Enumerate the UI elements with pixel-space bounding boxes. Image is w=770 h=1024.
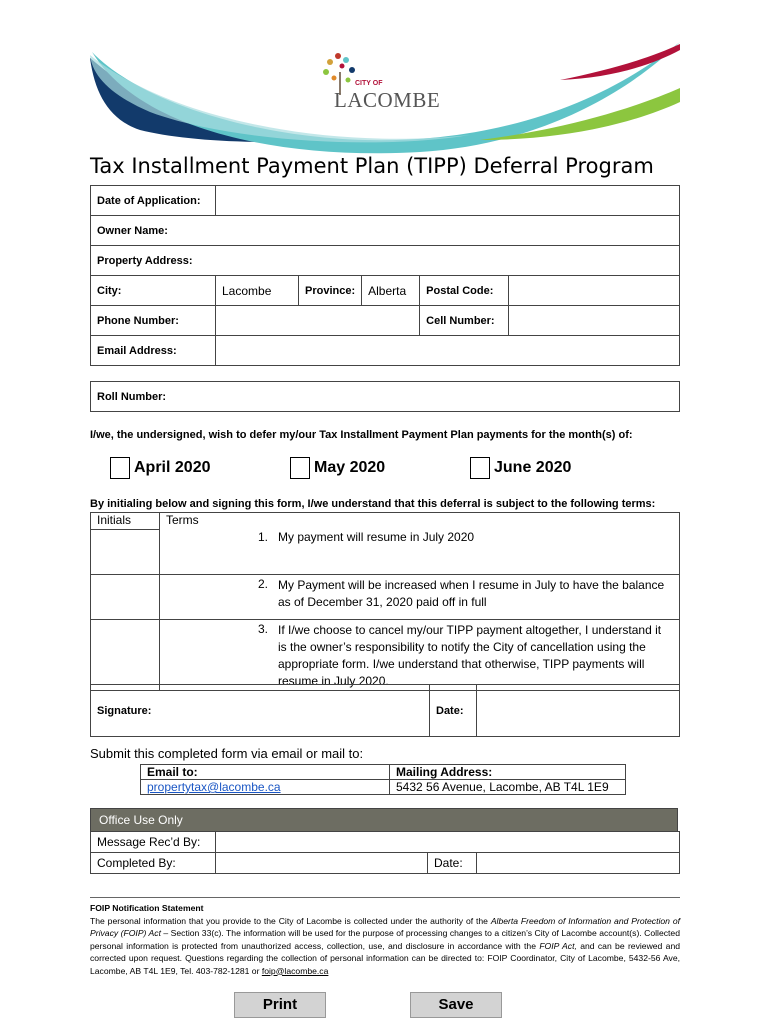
completed-by-field[interactable] <box>216 853 428 874</box>
print-button[interactable]: Print <box>234 992 326 1018</box>
city-field[interactable]: Lacombe <box>216 276 299 306</box>
logo-name: LACOMBE <box>334 88 441 112</box>
terms-header: Terms <box>160 513 680 530</box>
mailing-address-label: Mailing Address: <box>390 765 626 780</box>
cell-number-label: Cell Number: <box>420 306 509 336</box>
month-option-may[interactable] <box>290 457 385 479</box>
phone-number-field[interactable] <box>216 306 420 336</box>
april-label: April 2020 <box>134 459 211 477</box>
april-checkbox[interactable] <box>110 457 130 479</box>
email-address-field[interactable] <box>216 336 680 366</box>
signature-date-label: Date: <box>430 685 477 737</box>
submit-intro: Submit this completed form via email or mail to: <box>90 746 364 761</box>
mailing-address-value: 5432 56 Avenue, Lacombe, AB T4L 1E9 <box>390 780 626 795</box>
email-to-value <box>141 780 390 795</box>
completed-by-label: Completed By: <box>91 853 216 874</box>
initials-field-1[interactable] <box>91 530 160 575</box>
province-field[interactable]: Alberta <box>362 276 420 306</box>
may-label: May 2020 <box>314 459 386 477</box>
property-address-label: Property Address: <box>91 246 216 276</box>
date-of-application-label: Date of Application: <box>91 186 216 216</box>
terms-table <box>90 512 680 691</box>
message-recd-label: Message Rec’d By: <box>91 832 216 853</box>
june-label: June 2020 <box>494 459 572 477</box>
foip-title: FOIP Notification Statement <box>90 903 204 913</box>
initial-statement: By initialing below and signing this form, I/we understand that this deferral is subject to the following terms: <box>90 498 656 510</box>
email-address-label: Email Address: <box>91 336 216 366</box>
may-checkbox[interactable] <box>290 457 310 479</box>
email-to-label: Email to: <box>141 765 390 780</box>
signature-table <box>90 684 680 737</box>
foip-divider <box>90 897 680 898</box>
owner-name-label: Owner Name: <box>91 216 216 246</box>
initials-header: Initials <box>91 513 160 530</box>
foip-email-link[interactable]: foip@lacombe.ca <box>261 965 329 976</box>
term-1: 1. My payment will resume in July 2020 <box>160 530 680 575</box>
cell-number-field[interactable] <box>509 306 680 336</box>
month-option-april[interactable] <box>110 457 210 479</box>
applicant-info-table <box>90 185 680 366</box>
save-button[interactable]: Save <box>410 992 502 1018</box>
june-checkbox[interactable] <box>470 457 490 479</box>
term-2: 2. My Payment will be increased when I resume in July to have the balance as of December 31, 2020 paid off in full <box>160 575 680 620</box>
term-3: 3. If I/we choose to cancel my/our TIPP payment altogether, I understand it is the owner’s responsibility to notify the City of cancellation using the appropriate form. I/we understand that otherwise, TIPP payments will resume in July 2020. <box>160 620 680 691</box>
office-date-label: Date: <box>428 853 477 874</box>
initials-field-3[interactable] <box>91 620 160 691</box>
postal-code-field[interactable] <box>509 276 680 306</box>
date-of-application-field[interactable] <box>216 186 680 216</box>
message-recd-field[interactable] <box>216 832 680 853</box>
phone-number-label: Phone Number: <box>91 306 216 336</box>
foip-statement: FOIP Notification Statement The personal information that you provide to the City of Lacombe is collected under the authority of the Alberta Freedom of Information and Protection of Privacy (FOIP) Act – Section 33(c). The information will be used for the purpose of processing changes to a citizen’s City of Lacombe account(s). Collected personal information is protected from unauthorized access, collection, use, and disclosure in accordance with the FOIP Act, and can be reviewed and corrected upon request. Questions regarding the collection of personal information can be directed to: FOIP Coordinator, City of Lacombe, 5432-56 Ave, Lacombe, AB T4L 1E9, Tel. 403-782-1281 or foip@lacombe.ca <box>90 903 681 976</box>
office-use-table <box>90 831 680 874</box>
postal-code-label: Postal Code: <box>420 276 509 306</box>
defer-statement: I/we, the undersigned, wish to defer my/our Tax Installment Payment Plan payments for the month(s) of: <box>90 429 633 441</box>
signature-label: Signature: <box>91 685 162 737</box>
property-tax-email-link[interactable]: propertytax@lacombe.ca <box>147 780 281 794</box>
office-date-field[interactable] <box>477 853 680 874</box>
roll-number-field[interactable] <box>215 382 680 412</box>
signature-field[interactable] <box>161 685 430 737</box>
logo-city-of: CITY OF <box>355 80 383 87</box>
roll-number-table <box>90 381 680 412</box>
property-address-field[interactable] <box>216 246 680 276</box>
month-option-june[interactable] <box>470 457 571 479</box>
roll-number-label: Roll Number: <box>91 382 216 412</box>
province-label: Province: <box>299 276 362 306</box>
submit-table <box>140 764 626 795</box>
city-banner <box>0 0 770 160</box>
page-title: Tax Installment Payment Plan (TIPP) Deferral Program <box>90 154 654 178</box>
initials-field-2[interactable] <box>91 575 160 620</box>
owner-name-field[interactable] <box>216 216 680 246</box>
city-label: City: <box>91 276 216 306</box>
signature-date-field[interactable] <box>477 685 680 737</box>
crimson-swoosh <box>560 44 680 80</box>
office-use-header: Office Use Only <box>90 808 678 832</box>
